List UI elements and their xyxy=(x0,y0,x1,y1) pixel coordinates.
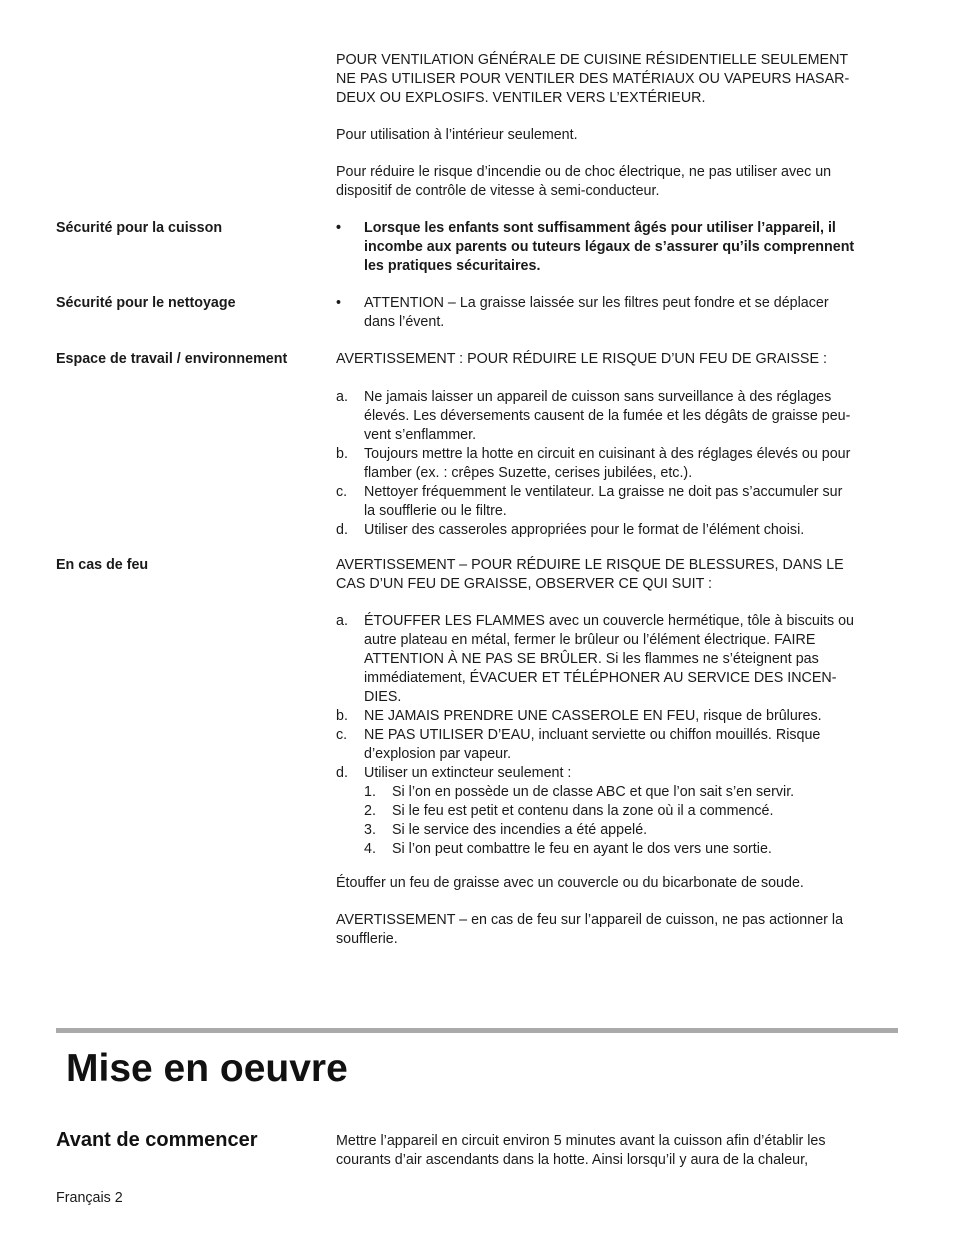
text-line: NE PAS UTILISER POUR VENTILER DES MATÉRIAUX OU VAPEURS HASAR- xyxy=(336,71,850,87)
text-line: ÉTOUFFER LES FLAMMES avec un couvercle hermétique, tôle à biscuits ou xyxy=(364,613,855,629)
bullet: • xyxy=(336,220,342,236)
list-marker: a. xyxy=(336,613,348,629)
text-line: ATTENTION À NE PAS SE BRÛLER. Si les flammes ne s’éteignent pas xyxy=(364,651,819,667)
section-divider xyxy=(56,1028,898,1033)
text-line: incombe aux parents ou tuteurs légaux de s’assurer qu’ils comprennent xyxy=(364,239,855,255)
speed-control-note xyxy=(336,163,902,201)
text-line: vent s’enflammer. xyxy=(364,427,477,443)
cooking-safety-label: Sécurité pour la cuisson xyxy=(56,220,223,236)
smother-note xyxy=(336,874,902,893)
text-line: Mettre l’appareil en circuit environ 5 minutes avant la cuisson afin d’établir les xyxy=(336,1133,826,1149)
text-line: Toujours mettre la hotte en circuit en cuisinant à des réglages élevés ou pour xyxy=(364,446,851,462)
page-footer: Français 2 xyxy=(56,1190,123,1206)
text-line: Si l’on en possède un de classe ABC et que l’on sait s’en servir. xyxy=(392,784,795,800)
text-line: autre plateau en métal, fermer le brûleur ou l’élément électrique. FAIRE xyxy=(364,632,816,648)
cooking-safety-item xyxy=(336,219,902,276)
workspace-list xyxy=(336,388,902,540)
list-marker: c. xyxy=(336,727,348,743)
text-line: NE JAMAIS PRENDRE UNE CASSEROLE EN FEU, risque de brûlures. xyxy=(364,708,822,724)
text-line: flamber (ex. : crêpes Suzette, cerises jubilées, etc.). xyxy=(364,465,693,481)
list-marker: b. xyxy=(336,446,348,462)
cleaning-safety-item xyxy=(336,294,902,332)
text-line: les pratiques sécuritaires. xyxy=(364,258,541,274)
text-line: dans l’évent. xyxy=(364,314,445,330)
list-marker: d. xyxy=(336,522,348,538)
list-marker: a. xyxy=(336,389,348,405)
sub-list-item xyxy=(364,802,902,821)
text-line: ATTENTION – La graisse laissée sur les filtres peut fondre et se déplacer xyxy=(364,295,829,311)
text-line: DIES. xyxy=(364,689,402,705)
list-item xyxy=(336,726,902,764)
workspace-label: Espace de travail / environnement xyxy=(56,351,288,367)
text-line: Étouffer un feu de graisse avec un couvercle ou du bicarbonate de soude. xyxy=(336,875,804,891)
section-title: Mise en oeuvre xyxy=(66,1047,348,1090)
text-line: d’explosion par vapeur. xyxy=(364,746,512,762)
blower-warning xyxy=(336,911,902,949)
text-line: Si l’on peut combattre le feu en ayant le dos vers une sortie. xyxy=(392,841,772,857)
text-line: courants d’air ascendants dans la hotte. Ainsi lorsqu’il y aura de la chaleur, xyxy=(336,1152,809,1168)
text-line: Utiliser des casseroles appropriées pour le format de l’élément choisi. xyxy=(364,522,805,538)
text-line: dispositif de contrôle de vitesse à semi-conducteur. xyxy=(336,183,660,199)
text-line: Nettoyer fréquemment le ventilateur. La graisse ne doit pas s’accumuler sur xyxy=(364,484,843,500)
text-line: élevés. Les déversements causent de la fumée et les dégâts de graisse peu- xyxy=(364,408,851,424)
sub-list-item xyxy=(364,783,902,802)
fire-label: En cas de feu xyxy=(56,557,149,573)
sub-list-marker: 4. xyxy=(364,841,376,857)
text-line: AVERTISSEMENT – en cas de feu sur l’appareil de cuisson, ne pas actionner la xyxy=(336,912,844,928)
subsection-title: Avant de commencer xyxy=(56,1129,258,1151)
text-line: la soufflerie ou le filtre. xyxy=(364,503,507,519)
list-item xyxy=(336,707,902,726)
text-line: Pour utilisation à l’intérieur seulement. xyxy=(336,127,578,143)
list-item xyxy=(336,483,902,521)
list-marker: c. xyxy=(336,484,348,500)
sub-list-item xyxy=(364,821,902,840)
list-item xyxy=(336,388,902,445)
text-line: Utiliser un extincteur seulement : xyxy=(364,765,572,781)
text-line: AVERTISSEMENT – POUR RÉDUIRE LE RISQUE DE BLESSURES, DANS LE xyxy=(336,557,844,573)
cleaning-safety-label: Sécurité pour le nettoyage xyxy=(56,295,236,311)
list-marker: d. xyxy=(336,765,348,781)
list-marker: b. xyxy=(336,708,348,724)
text-line: AVERTISSEMENT : POUR RÉDUIRE LE RISQUE D’UN FEU DE GRAISSE : xyxy=(336,351,827,367)
before-start-text xyxy=(336,1132,902,1170)
text-line: NE PAS UTILISER D’EAU, incluant serviette ou chiffon mouillés. Risque xyxy=(364,727,821,743)
bullet: • xyxy=(336,295,342,311)
sub-list-marker: 3. xyxy=(364,822,376,838)
list-item xyxy=(336,521,902,540)
grease-fire-warning xyxy=(336,350,902,369)
list-item xyxy=(336,445,902,483)
text-line: Lorsque les enfants sont suffisamment âgés pour utiliser l’appareil, il xyxy=(364,220,836,236)
list-item xyxy=(336,764,902,859)
sub-list-marker: 1. xyxy=(364,784,376,800)
fire-list xyxy=(336,612,902,859)
text-line: immédiatement, ÉVACUER ET TÉLÉPHONER AU SERVICE DES INCEN- xyxy=(364,670,837,686)
text-line: POUR VENTILATION GÉNÉRALE DE CUISINE RÉSIDENTIELLE SEULEMENT xyxy=(336,52,849,68)
text-line: Si le feu est petit et contenu dans la zone où il a commencé. xyxy=(392,803,774,819)
text-line: CAS D’UN FEU DE GRAISSE, OBSERVER CE QUI SUIT : xyxy=(336,576,713,592)
sub-list-item xyxy=(364,840,902,859)
text-line: soufflerie. xyxy=(336,931,398,947)
indoor-use-note xyxy=(336,126,902,145)
text-line: Ne jamais laisser un appareil de cuisson sans surveillance à des réglages xyxy=(364,389,832,405)
text-line: Pour réduire le risque d’incendie ou de choc électrique, ne pas utiliser avec un xyxy=(336,164,832,180)
sub-list-marker: 2. xyxy=(364,803,376,819)
text-line: Si le service des incendies a été appelé. xyxy=(392,822,648,838)
injury-warning xyxy=(336,556,902,594)
ventilation-warning xyxy=(336,51,902,108)
list-item xyxy=(336,612,902,707)
text-line: DEUX OU EXPLOSIFS. VENTILER VERS L’EXTÉRIEUR. xyxy=(336,90,706,106)
